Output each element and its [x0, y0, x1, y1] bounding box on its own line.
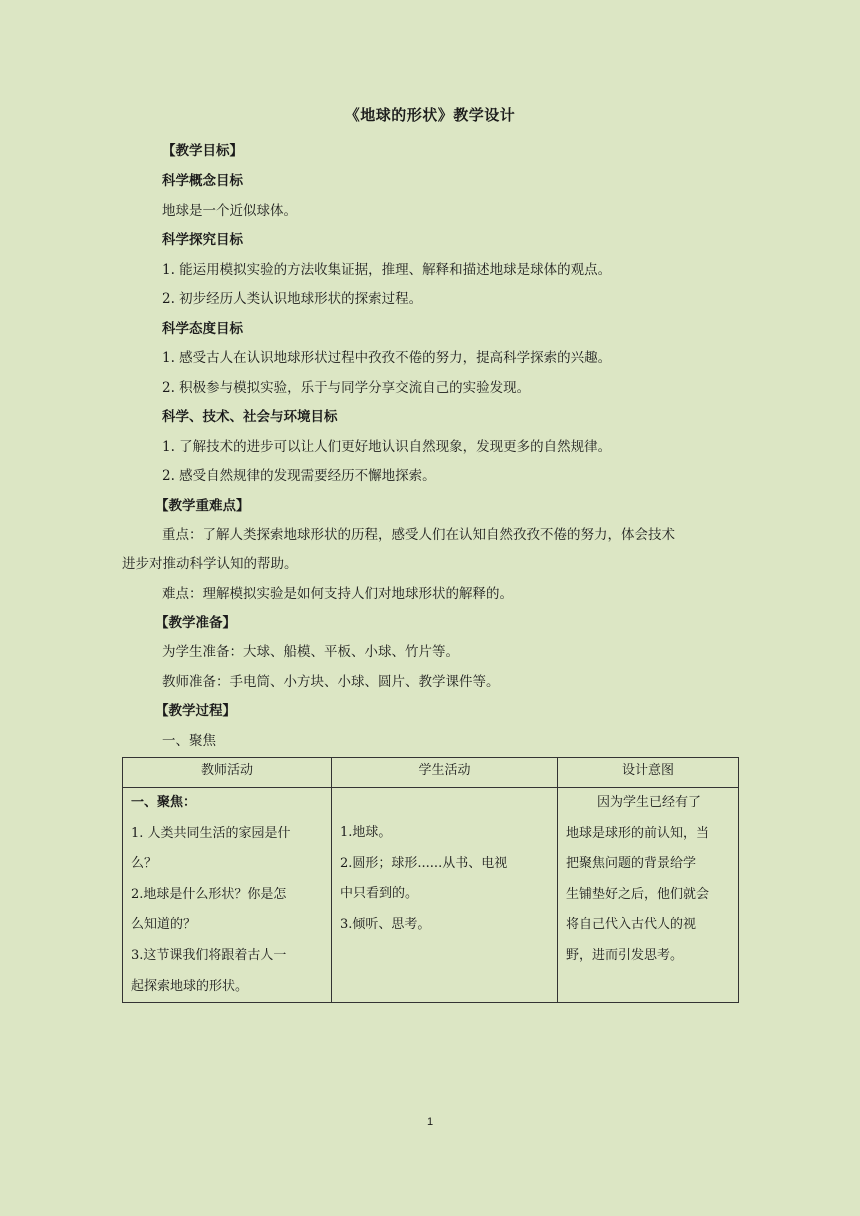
section-heading-difficulty: 【教学重难点】: [155, 498, 250, 514]
attitude-goal-heading: 科学态度目标: [162, 321, 243, 337]
cell-line: 3.这节课我们将跟着古人一: [131, 947, 287, 963]
teacher-activity-cell: [123, 788, 332, 1003]
page-number: 1: [426, 1116, 434, 1128]
section-heading-prep: 【教学准备】: [155, 615, 236, 631]
student-activity-cell: [332, 788, 558, 1003]
page-title: 《地球的形状》教学设计: [344, 106, 516, 124]
section-heading-process: 【教学过程】: [155, 703, 236, 719]
cell-line: 把聚焦问题的背景给学: [566, 856, 697, 872]
hard-point: 难点：理解模拟实验是如何支持人们对地球形状的解释的。: [162, 586, 513, 602]
concept-goal-text: 地球是一个近似球体。: [162, 203, 297, 219]
cell-line: 2.地球是什么形状？你是怎: [131, 886, 287, 902]
activity-table: [122, 757, 739, 1003]
cell-line: 1. 人类共同生活的家园是什: [131, 825, 291, 841]
stse-goal-heading: 科学、技术、社会与环境目标: [162, 409, 338, 425]
table-header-cell: 教师活动: [123, 758, 332, 788]
inquiry-goal-item: 2. 初步经历人类认识地球形状的探索过程。: [162, 291, 423, 307]
cell-line: 野，进而引发思考。: [566, 947, 684, 963]
key-point-line2: 进步对推动科学认知的帮助。: [122, 556, 298, 572]
stse-goal-item: 2. 感受自然规律的发现需要经历不懈地探索。: [162, 468, 436, 484]
design-intent-cell: [558, 788, 739, 1003]
table-header-cell: 设计意图: [558, 758, 739, 788]
cell-line: 2.圆形；球形......从书、电视: [340, 855, 508, 871]
cell-line: 3.倾听、思考。: [340, 916, 431, 932]
inquiry-goal-heading: 科学探究目标: [162, 232, 243, 248]
inquiry-goal-item: 1. 能运用模拟实验的方法收集证据，推理、解释和描述地球是球体的观点。: [162, 262, 612, 278]
cell-line: 将自己代入古代人的视: [566, 917, 697, 933]
cell-line: 么知道的？: [131, 917, 197, 933]
cell-line: 中只看到的。: [340, 886, 419, 902]
cell-line: 因为学生已经有了: [597, 795, 702, 810]
cell-line: 么？: [131, 856, 158, 872]
cell-line: 地球是球形的前认知，当: [566, 825, 710, 841]
section-heading-goals: 【教学目标】: [162, 143, 243, 159]
table-header-cell: 学生活动: [332, 758, 558, 788]
cell-line: 一、聚焦：: [131, 795, 197, 810]
teacher-prep: 教师准备：手电筒、小方块、小球、圆片、教学课件等。: [162, 674, 500, 690]
process-subheading: 一、聚焦: [162, 733, 216, 749]
cell-line: 生铺垫好之后，他们就会: [566, 886, 710, 902]
attitude-goal-item: 1. 感受古人在认识地球形状过程中孜孜不倦的努力，提高科学探索的兴趣。: [162, 350, 612, 366]
cell-line: 1.地球。: [340, 825, 392, 840]
cell-line: 起探索地球的形状。: [131, 978, 249, 994]
key-point-line1: 重点：了解人类探索地球形状的历程，感受人们在认知自然孜孜不倦的努力，体会技术: [162, 527, 675, 543]
concept-goal-heading: 科学概念目标: [162, 173, 243, 189]
attitude-goal-item: 2. 积极参与模拟实验，乐于与同学分享交流自己的实验发现。: [162, 380, 531, 396]
table-header-row: [123, 758, 739, 788]
student-prep: 为学生准备：大球、船模、平板、小球、竹片等。: [162, 644, 459, 660]
table-row: [123, 788, 739, 1003]
stse-goal-item: 1. 了解技术的进步可以让人们更好地认识自然现象，发现更多的自然规律。: [162, 439, 612, 455]
